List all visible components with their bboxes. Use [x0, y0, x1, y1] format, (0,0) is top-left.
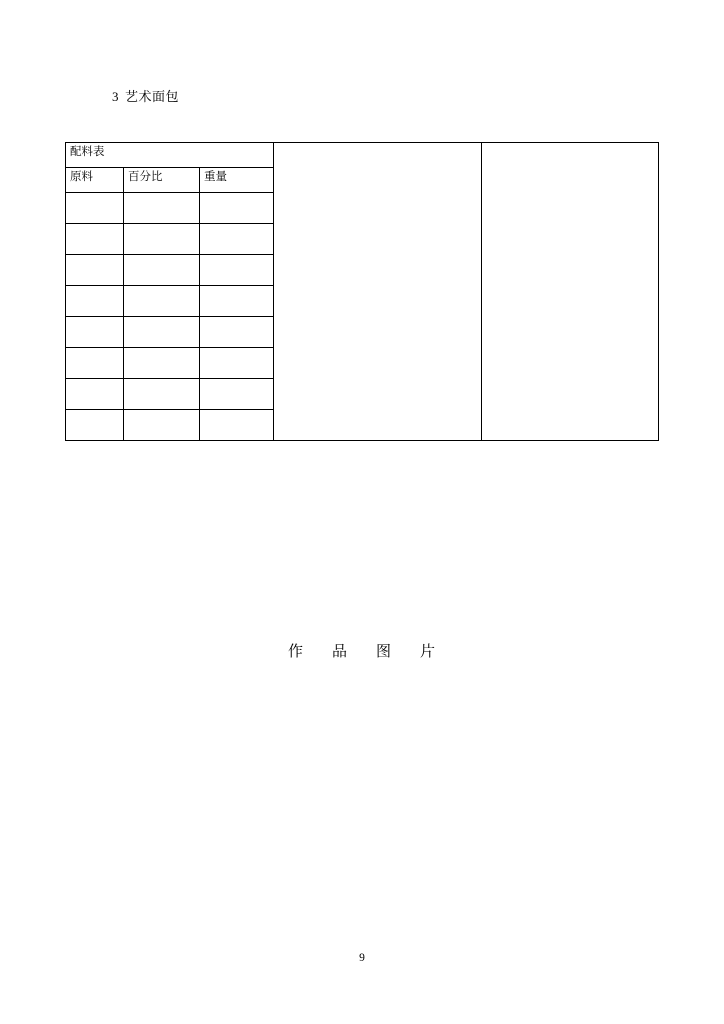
cell-percent[interactable] [124, 193, 200, 224]
artwork-caption-char-3: 图 [376, 644, 393, 660]
page-title [112, 86, 179, 105]
cell-weight[interactable] [200, 286, 274, 317]
cell-weight[interactable] [200, 348, 274, 379]
cell-percent[interactable] [124, 348, 200, 379]
cell-percent[interactable] [124, 224, 200, 255]
cell-percent[interactable] [124, 317, 200, 348]
cell-percent[interactable] [124, 379, 200, 410]
cell-weight[interactable] [200, 193, 274, 224]
page-number: 9 [359, 952, 365, 964]
table-subheader-weight: 重量 [200, 168, 274, 193]
cell-material[interactable] [66, 224, 124, 255]
artwork-caption-char-4: 片 [420, 644, 437, 660]
table-cell-features[interactable] [482, 143, 659, 441]
recipe-table [65, 142, 659, 441]
cell-material[interactable] [66, 255, 124, 286]
cell-material[interactable] [66, 193, 124, 224]
cell-percent[interactable] [124, 410, 200, 441]
table-subheader-percent: 百分比 [124, 168, 200, 193]
cell-material[interactable] [66, 286, 124, 317]
cell-material[interactable] [66, 348, 124, 379]
cell-weight[interactable] [200, 410, 274, 441]
cell-weight[interactable] [200, 255, 274, 286]
table-subheader-material: 原料 [66, 168, 124, 193]
page-title-number: 3 [112, 89, 119, 104]
cell-weight[interactable] [200, 224, 274, 255]
table-header-ingredients: 配料表 [66, 143, 274, 168]
cell-material[interactable] [66, 410, 124, 441]
page-title-text: 艺术面包 [125, 89, 180, 104]
cell-weight[interactable] [200, 379, 274, 410]
cell-percent[interactable] [124, 255, 200, 286]
artwork-caption [0, 640, 724, 661]
cell-material[interactable] [66, 317, 124, 348]
artwork-caption-char-1: 作 [287, 644, 304, 660]
artwork-caption-char-2: 品 [331, 644, 348, 660]
cell-percent[interactable] [124, 286, 200, 317]
table-header-row [66, 143, 659, 168]
cell-material[interactable] [66, 379, 124, 410]
table-cell-process[interactable] [274, 143, 482, 441]
cell-weight[interactable] [200, 317, 274, 348]
